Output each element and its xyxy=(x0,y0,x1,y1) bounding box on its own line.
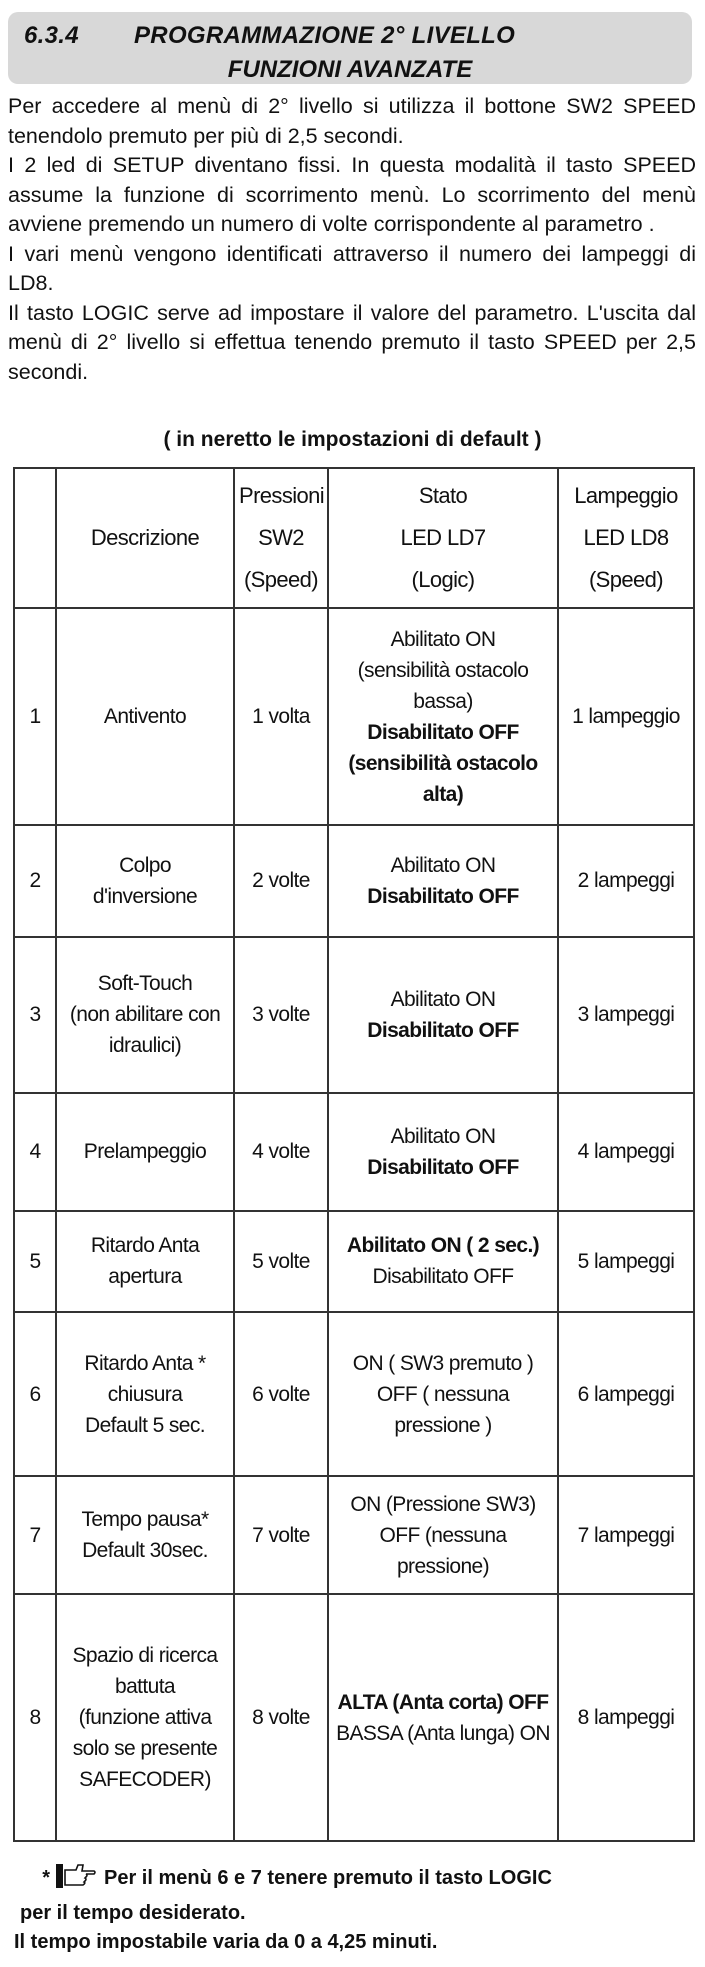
row-state xyxy=(328,1093,558,1211)
programming-table xyxy=(13,467,695,1842)
row-description xyxy=(56,1476,234,1594)
row-blink: 8 lampeggi xyxy=(558,1594,694,1841)
intro-paragraph: I 2 led di SETUP diventano fissi. In questa modalità il tasto SPEED assume la funzione di scorrimento menù. Lo scorrimento del menù avviene premendo un numero di volte corrispondente al parametro . xyxy=(8,153,696,236)
row-description xyxy=(56,1594,234,1841)
description-line: (non abilitare con xyxy=(69,1003,221,1027)
row-blink: 2 lampeggi xyxy=(558,825,694,937)
description-line: SAFECODER) xyxy=(79,1768,211,1792)
state-line: Abilitato ON xyxy=(390,627,496,651)
header-presses-line: (Speed) xyxy=(243,567,319,592)
header-presses-line: Pressioni xyxy=(239,483,325,508)
table-row xyxy=(14,937,694,1093)
intro-paragraph: Per accedere al menù di 2° livello si utilizza il bottone SW2 SPEED tenendolo premuto per più di 2,5 secondi. xyxy=(8,94,696,148)
description-line: Tempo pausa* xyxy=(81,1508,209,1532)
header-index xyxy=(14,468,56,608)
footnote xyxy=(14,1862,700,1957)
row-state xyxy=(328,608,558,825)
row-presses: 2 volte xyxy=(234,825,328,937)
state-line: Disabilitato OFF xyxy=(367,1018,519,1042)
row-blink: 3 lampeggi xyxy=(558,937,694,1093)
footnote-line3: Il tempo impostabile varia da 0 a 4,25 minuti. xyxy=(14,1931,438,1953)
section-number: 6.3.4 xyxy=(24,22,79,49)
row-state xyxy=(328,1594,558,1841)
row-state xyxy=(328,937,558,1093)
description-line: Default 5 sec. xyxy=(85,1413,205,1437)
description-line: chiusura xyxy=(107,1382,183,1406)
state-line: ALTA (Anta corta) OFF xyxy=(337,1690,549,1714)
row-description xyxy=(56,937,234,1093)
row-state xyxy=(328,1476,558,1594)
row-presses: 5 volte xyxy=(234,1211,328,1312)
table-row xyxy=(14,825,694,937)
table-row xyxy=(14,1093,694,1211)
header-blink-line: (Speed) xyxy=(588,567,664,592)
section-title-line1 xyxy=(24,22,515,50)
header-blink-line: LED LD8 xyxy=(583,525,669,550)
row-index: 5 xyxy=(14,1211,56,1312)
row-index: 6 xyxy=(14,1312,56,1476)
intro-text xyxy=(8,92,696,387)
row-presses: 8 volte xyxy=(234,1594,328,1841)
description-line: solo se presente xyxy=(72,1737,218,1761)
description-line: apertura xyxy=(108,1265,182,1289)
table-row xyxy=(14,608,694,825)
row-description xyxy=(56,1312,234,1476)
row-index: 4 xyxy=(14,1093,56,1211)
description-line: idraulici) xyxy=(108,1034,182,1058)
row-state xyxy=(328,1312,558,1476)
row-description xyxy=(56,1093,234,1211)
row-presses: 7 volte xyxy=(234,1476,328,1594)
description-line: Colpo xyxy=(119,853,171,877)
table-header-row xyxy=(14,468,694,608)
footnote-line2: per il tempo desiderato. xyxy=(20,1902,246,1924)
header-state-line: (Logic) xyxy=(411,567,475,592)
row-description xyxy=(56,825,234,937)
table-row xyxy=(14,1211,694,1312)
header-presses-line: SW2 xyxy=(258,525,304,550)
row-index: 3 xyxy=(14,937,56,1093)
description-line: Spazio di ricerca xyxy=(72,1644,218,1668)
description-line: Ritardo Anta * xyxy=(84,1351,206,1375)
description-line: Ritardo Anta xyxy=(90,1234,200,1258)
state-line: Abilitato ON xyxy=(390,987,496,1011)
header-blink xyxy=(558,468,694,608)
description-line: Default 30sec. xyxy=(82,1539,208,1563)
description-line: (funzione attiva xyxy=(78,1706,212,1730)
footnote-marker: * xyxy=(42,1867,50,1889)
row-blink: 6 lampeggi xyxy=(558,1312,694,1476)
state-line: Disabilitato OFF xyxy=(367,720,519,744)
state-line: (sensibilità ostacolo alta) xyxy=(348,751,538,806)
row-index: 2 xyxy=(14,825,56,937)
intro-paragraph: I vari menù vengono identificati attraverso il numero dei lampeggi di LD8. xyxy=(8,241,696,295)
row-presses: 1 volta xyxy=(234,608,328,825)
description-line: Antivento xyxy=(103,705,187,729)
state-line: Disabilitato OFF xyxy=(367,884,519,908)
pointing-hand-icon xyxy=(56,1862,96,1899)
footnote-line1 xyxy=(30,1862,700,1899)
header-state xyxy=(328,468,558,608)
state-line: Disabilitato OFF xyxy=(367,1155,519,1179)
state-line: ON (Pressione SW3) xyxy=(350,1492,536,1516)
section-header xyxy=(8,12,692,84)
table-row xyxy=(14,1594,694,1841)
section-subtitle: FUNZIONI AVANZATE xyxy=(227,56,473,83)
state-line: Abilitato ON ( 2 sec.) xyxy=(346,1234,540,1258)
row-description xyxy=(56,1211,234,1312)
state-line: Abilitato ON xyxy=(390,853,496,877)
table-row xyxy=(14,1312,694,1476)
row-blink: 7 lampeggi xyxy=(558,1476,694,1594)
row-presses: 3 volte xyxy=(234,937,328,1093)
description-line: Prelampeggio xyxy=(83,1140,207,1164)
row-presses: 6 volte xyxy=(234,1312,328,1476)
row-description xyxy=(56,608,234,825)
row-blink: 4 lampeggi xyxy=(558,1093,694,1211)
description-line: d'inversione xyxy=(92,884,198,908)
state-line: OFF ( nessuna pressione ) xyxy=(376,1382,510,1437)
row-index: 7 xyxy=(14,1476,56,1594)
header-state-line: Stato xyxy=(418,483,468,508)
header-presses xyxy=(234,468,328,608)
row-presses: 4 volte xyxy=(234,1093,328,1211)
state-line: BASSA (Anta lunga) ON xyxy=(336,1721,550,1745)
footnote-text: Per il menù 6 e 7 tenere premuto il tasto LOGIC xyxy=(104,1867,552,1889)
row-blink: 5 lampeggi xyxy=(558,1211,694,1312)
row-index: 1 xyxy=(14,608,56,825)
row-state xyxy=(328,825,558,937)
header-description: Descrizione xyxy=(56,468,234,608)
header-state-line: LED LD7 xyxy=(400,525,486,550)
table-row xyxy=(14,1476,694,1594)
section-title: PROGRAMMAZIONE 2° LIVELLO xyxy=(134,22,516,49)
header-blink-line: Lampeggio xyxy=(574,483,678,508)
state-line: ON ( SW3 premuto ) xyxy=(352,1351,534,1375)
state-line: (sensibilità ostacolo bassa) xyxy=(357,658,529,713)
description-line: Soft-Touch xyxy=(97,972,193,996)
state-line: OFF (nessuna pressione) xyxy=(379,1523,507,1578)
state-line: Abilitato ON xyxy=(390,1124,496,1148)
state-line: Disabilitato OFF xyxy=(372,1265,514,1289)
table-caption: ( in neretto le impostazioni di default ) xyxy=(163,428,542,451)
description-line: battuta xyxy=(114,1675,176,1699)
row-index: 8 xyxy=(14,1594,56,1841)
row-blink: 1 lampeggio xyxy=(558,608,694,825)
row-state xyxy=(328,1211,558,1312)
intro-paragraph: Il tasto LOGIC serve ad impostare il valore del parametro. L'uscita dal menù di 2° livello si effettua tenendo premuto il tasto SPEED per 2,5 secondi. xyxy=(8,300,696,384)
